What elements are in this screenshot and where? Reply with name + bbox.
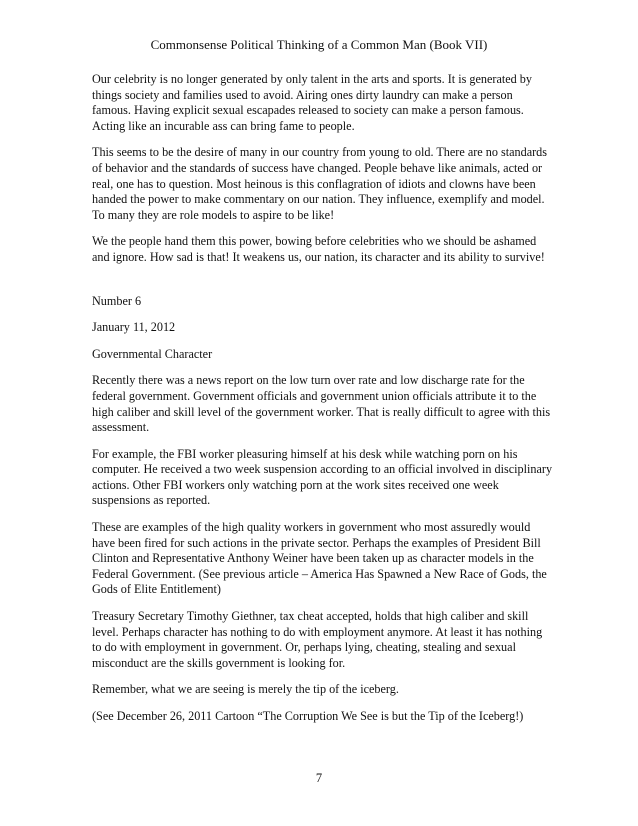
paragraph: Our celebrity is no longer generated by only talent in the arts and sports. It is generated by things society and families used to avoid. Airing ones dirty laundry can make a person famous. Having explicit sexual escapades released to society can make a person famous. Acting like an incurable ass can bring fame to people.	[92, 72, 532, 133]
paragraph: These are examples of the high quality workers in government who most assuredly would have been fired for such actions in the private sector. Perhaps the examples of President Bill Clinton and Representative Anthony Weiner have been taken up as character models in the Federal Government. (See previous article – America Has Spawned a New Race of Gods, the Gods of Elite Entitlement)	[92, 520, 547, 597]
paragraph: This seems to be the desire of many in our country from young to old. There are no standards of behavior and the standards of success have changed. People behave like animals, acted or real, one has to question. Most heinous is this conflagration of idiots and clowns have been handed the power to make commentary on our nation. They influence, exemplify and model. To many they are role models to aspire to be like!	[92, 145, 548, 222]
paragraph: Remember, what we are seeing is merely the tip of the iceberg.	[92, 682, 399, 697]
paragraph: For example, the FBI worker pleasuring himself at his desk while watching porn on his computer. He received a two week suspension according to an official involved in disciplinary actions. Other FBI workers only watching porn at the work sites received one week suspensions as reported.	[92, 446, 553, 508]
paragraph: Recently there was a news report on the low turn over rate and low discharge rate for the federal government. Government officials and government union officials attribute it to the high caliber and skill level of the government worker. That is really difficult to agree with this assessment.	[92, 373, 551, 435]
paragraph: (See December 26, 2011 Cartoon “The Corruption We See is but the Tip of the Iceberg!)	[92, 709, 524, 723]
article-date: January 11, 2012	[92, 320, 176, 335]
page-number: 7	[315, 771, 323, 785]
article-number: Number 6	[92, 293, 142, 308]
article-title: Governmental Character	[92, 346, 213, 361]
running-header: Commonsense Political Thinking of a Common Man (Book VII)	[150, 37, 488, 52]
paragraph: We the people hand them this power, bowing before celebrities who we should be ashamed and ignore. How sad is that! It weakens us, our nation, its character and its ability to survive!	[92, 234, 545, 264]
document-body	[92, 72, 554, 736]
paragraph: Treasury Secretary Timothy Giethner, tax cheat accepted, holds that high caliber and skill level. Perhaps character has nothing to do with employment anymore. At least it has nothing to do with employment in government. Or, perhaps lying, cheating, stealing and sexual misconduct are the skills government is looking for.	[92, 609, 543, 670]
